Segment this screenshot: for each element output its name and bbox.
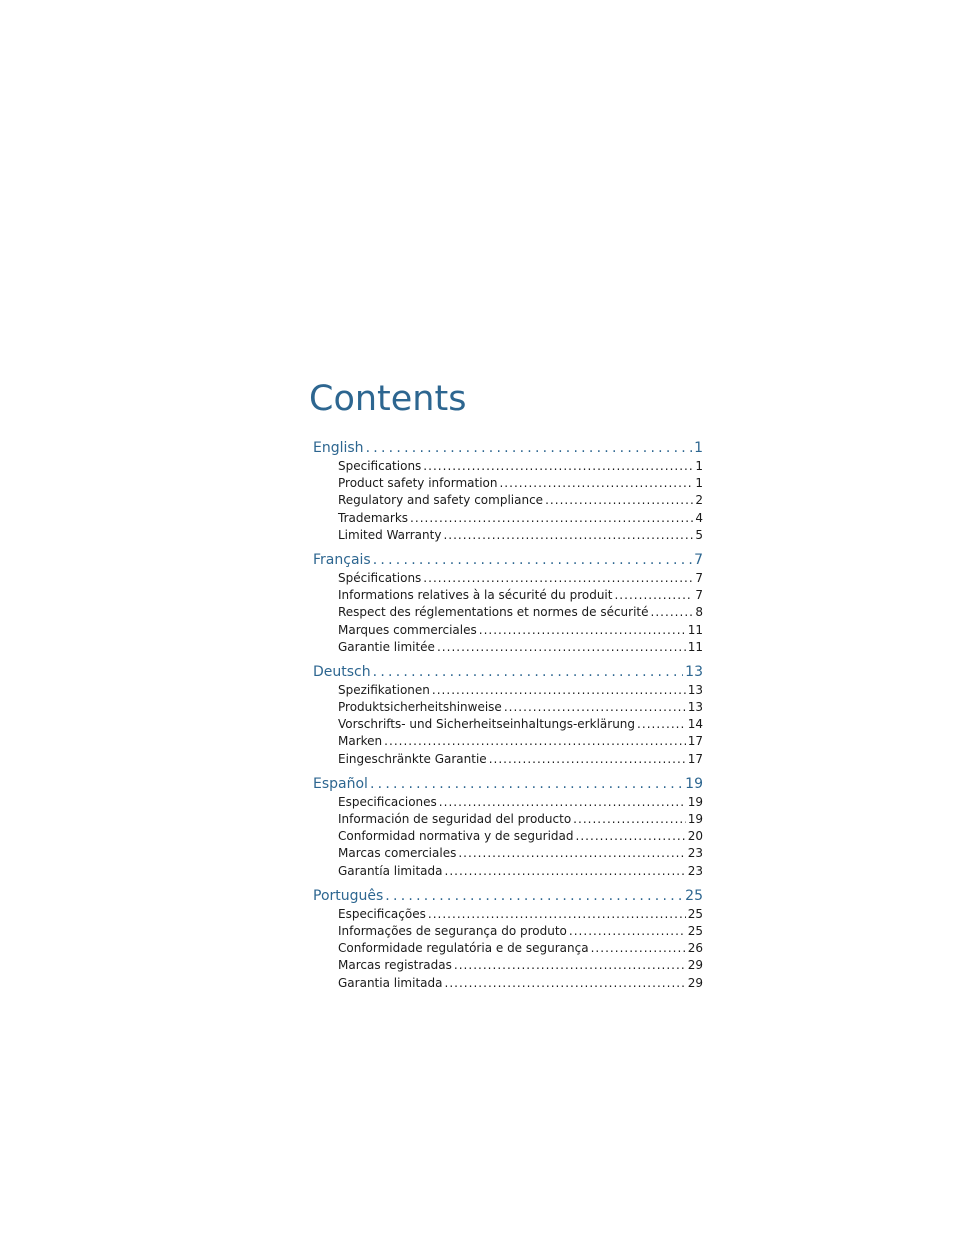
toc-heading-portugues[interactable] bbox=[313, 887, 703, 906]
dot-leader bbox=[432, 682, 686, 699]
dot-leader bbox=[576, 828, 686, 845]
toc-entry-page: 11 bbox=[687, 639, 703, 654]
toc-entry-page: 25 bbox=[687, 906, 703, 921]
toc-heading-label: Français bbox=[313, 551, 371, 568]
toc-entry-label: Informações de segurança do produto bbox=[338, 923, 567, 938]
toc-entry[interactable] bbox=[313, 863, 703, 880]
dot-leader bbox=[504, 699, 686, 716]
toc-entry-page: 14 bbox=[687, 717, 703, 732]
toc-entry[interactable] bbox=[313, 622, 703, 639]
toc-heading-page: 13 bbox=[685, 663, 703, 680]
toc-entry-label: Especificaciones bbox=[338, 794, 437, 809]
dot-leader bbox=[651, 604, 694, 621]
toc-entry-page: 17 bbox=[687, 751, 703, 766]
dot-leader bbox=[423, 458, 693, 475]
toc-entry-label: Garantie limitée bbox=[338, 639, 435, 654]
toc-entry-label: Marcas comerciales bbox=[338, 846, 457, 861]
toc-entry-page: 19 bbox=[687, 794, 703, 809]
toc-entry-label: Respect des réglementations et normes de sécurité bbox=[338, 605, 649, 620]
dot-leader bbox=[439, 794, 686, 811]
toc-section-portugues bbox=[313, 887, 703, 992]
toc-entry[interactable] bbox=[313, 587, 703, 604]
dot-leader bbox=[499, 475, 693, 492]
toc-heading-english[interactable] bbox=[313, 439, 703, 458]
dot-leader bbox=[591, 940, 686, 957]
toc-entry[interactable] bbox=[313, 527, 703, 544]
toc-section-deutsch bbox=[313, 663, 703, 768]
toc-entry-page: 20 bbox=[687, 829, 703, 844]
toc-entry-label: Conformidade regulatória e de segurança bbox=[338, 941, 589, 956]
toc-entry[interactable] bbox=[313, 682, 703, 699]
toc-entry[interactable] bbox=[313, 639, 703, 656]
page-title: Contents bbox=[309, 379, 467, 419]
toc-entry-page: 17 bbox=[687, 734, 703, 749]
toc-entry-page: 4 bbox=[695, 510, 703, 525]
dot-leader bbox=[545, 492, 693, 509]
dot-leader bbox=[437, 639, 686, 656]
toc-entry-page: 5 bbox=[695, 527, 703, 542]
toc-entry-page: 19 bbox=[687, 812, 703, 826]
toc-entry-label: Marques commerciales bbox=[338, 622, 477, 637]
toc-entry-label: Spécifications bbox=[338, 570, 422, 585]
toc-heading-page: 7 bbox=[694, 551, 703, 568]
toc-heading-label: English bbox=[313, 440, 364, 456]
dot-leader bbox=[385, 887, 683, 906]
toc-entry[interactable] bbox=[313, 570, 703, 587]
toc-entry-label: Produktsicherheitshinweise bbox=[338, 700, 502, 715]
dot-leader bbox=[637, 716, 686, 733]
toc-entry[interactable] bbox=[313, 957, 703, 974]
toc-entry[interactable] bbox=[313, 492, 703, 509]
toc-entry-page: 2 bbox=[695, 493, 703, 508]
toc-entry-label: Garantía limitada bbox=[338, 863, 443, 878]
dot-leader bbox=[573, 811, 686, 828]
toc-entry-page: 1 bbox=[695, 476, 703, 491]
toc-entry-label: Eingeschränkte Garantie bbox=[338, 751, 487, 766]
toc-entry-label: Product safety information bbox=[338, 476, 498, 491]
toc-heading-label: Português bbox=[313, 887, 384, 904]
table-of-contents bbox=[313, 439, 703, 992]
toc-heading-page: 19 bbox=[685, 775, 703, 792]
toc-entry-page: 23 bbox=[687, 846, 703, 861]
toc-entry-page: 7 bbox=[695, 588, 703, 603]
toc-entry[interactable] bbox=[313, 733, 703, 750]
toc-entry-label: Marcas registradas bbox=[338, 958, 452, 973]
dot-leader bbox=[370, 775, 683, 794]
toc-entry[interactable] bbox=[313, 751, 703, 768]
toc-section-espanol bbox=[313, 775, 703, 880]
dot-leader bbox=[366, 439, 693, 458]
dot-leader bbox=[384, 733, 686, 750]
toc-entry-page: 26 bbox=[687, 941, 703, 956]
dot-leader bbox=[479, 622, 686, 639]
toc-heading-espanol[interactable] bbox=[313, 775, 703, 794]
dot-leader bbox=[569, 923, 686, 940]
toc-heading-label: Español bbox=[313, 775, 368, 792]
toc-entry-label: Spezifikationen bbox=[338, 682, 430, 697]
toc-entry[interactable] bbox=[313, 940, 703, 957]
toc-heading-label: Deutsch bbox=[313, 663, 371, 680]
toc-entry[interactable] bbox=[313, 811, 703, 828]
toc-entry[interactable] bbox=[313, 794, 703, 811]
toc-entry-label: Regulatory and safety compliance bbox=[338, 493, 544, 508]
dot-leader bbox=[489, 751, 686, 768]
toc-entry-page: 29 bbox=[687, 975, 703, 990]
dot-leader bbox=[423, 570, 693, 587]
toc-heading-page: 1 bbox=[694, 440, 703, 456]
toc-heading-deutsch[interactable] bbox=[313, 663, 703, 682]
toc-entry-page: 25 bbox=[687, 923, 703, 938]
toc-entry[interactable] bbox=[313, 699, 703, 716]
dot-leader bbox=[410, 510, 693, 527]
toc-entry-label: Limited Warranty bbox=[338, 527, 442, 542]
toc-entry[interactable] bbox=[313, 458, 703, 475]
toc-entry-label: Specifications bbox=[338, 459, 422, 473]
toc-entry-page: 8 bbox=[695, 605, 703, 620]
toc-entry[interactable] bbox=[313, 716, 703, 733]
toc-entry-label: Informations relatives à la sécurité du produit bbox=[338, 588, 613, 603]
toc-entry-page: 7 bbox=[695, 570, 703, 585]
dot-leader bbox=[614, 587, 693, 604]
dot-leader bbox=[444, 975, 685, 992]
toc-heading-page: 25 bbox=[685, 887, 703, 904]
dot-leader bbox=[373, 663, 684, 682]
dot-leader bbox=[428, 906, 686, 923]
toc-entry-label: Garantia limitada bbox=[338, 975, 443, 990]
toc-entry-label: Información de seguridad del producto bbox=[338, 812, 572, 826]
toc-entry[interactable] bbox=[313, 923, 703, 940]
toc-entry-page: 11 bbox=[687, 622, 703, 637]
toc-entry-label: Trademarks bbox=[338, 510, 409, 525]
dot-leader bbox=[444, 863, 685, 880]
toc-entry[interactable] bbox=[313, 845, 703, 862]
dot-leader bbox=[458, 845, 685, 862]
toc-entry-label: Especificações bbox=[338, 906, 426, 921]
toc-heading-francais[interactable] bbox=[313, 551, 703, 570]
toc-entry-page: 13 bbox=[687, 682, 703, 697]
toc-entry[interactable] bbox=[313, 475, 703, 492]
toc-entry[interactable] bbox=[313, 828, 703, 845]
toc-entry-page: 29 bbox=[687, 958, 703, 973]
toc-entry-page: 23 bbox=[687, 863, 703, 878]
toc-entry[interactable] bbox=[313, 975, 703, 992]
toc-section-english bbox=[313, 439, 703, 544]
toc-entry-label: Marken bbox=[338, 734, 383, 749]
toc-entry-page: 1 bbox=[695, 459, 703, 473]
dot-leader bbox=[373, 551, 692, 570]
toc-entry[interactable] bbox=[313, 604, 703, 621]
toc-entry[interactable] bbox=[313, 906, 703, 923]
toc-entry[interactable] bbox=[313, 510, 703, 527]
toc-entry-label: Conformidad normativa y de seguridad bbox=[338, 829, 574, 844]
toc-section-francais bbox=[313, 551, 703, 656]
toc-entry-label: Vorschrifts- und Sicherheitseinhaltungs-erklärung bbox=[338, 717, 636, 732]
toc-entry-page: 13 bbox=[687, 700, 703, 715]
dot-leader bbox=[443, 527, 693, 544]
dot-leader bbox=[454, 957, 686, 974]
